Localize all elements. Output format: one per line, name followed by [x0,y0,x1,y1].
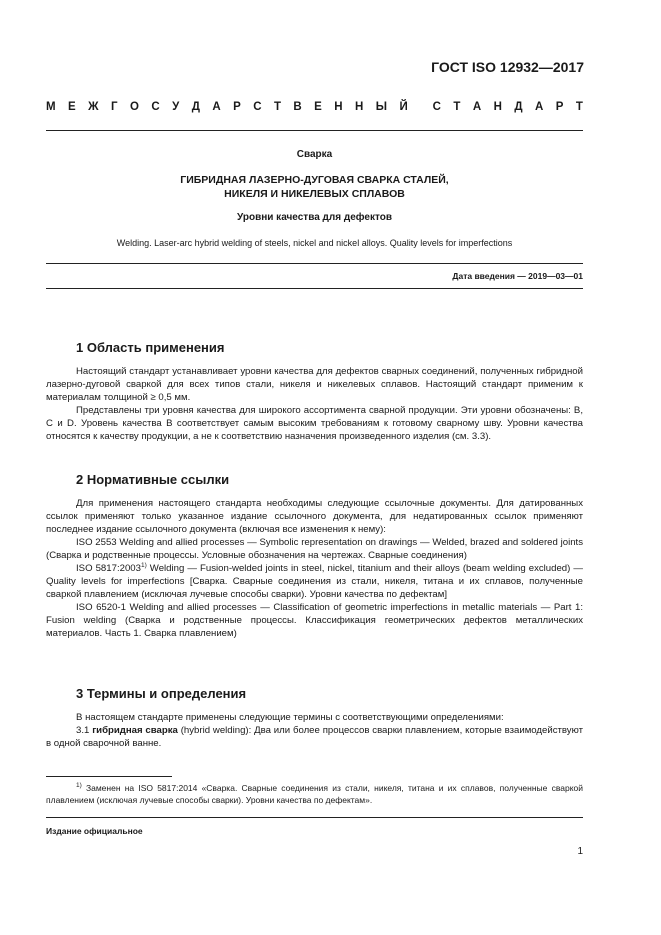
banner-letter: Ы [375,101,388,113]
banner-letter: Е [314,101,322,113]
banner-letter: Н [493,101,502,113]
title-line-1: ГИБРИДНАЯ ЛАЗЕРНО-ДУГОВАЯ СВАРКА СТАЛЕЙ, [180,174,449,186]
banner-letter: Д [191,101,200,113]
paragraph: Для применения настоящего стандарта необходимы следующие ссылочные документы. Для датированных ссылок применяют только указанное издание ссылочного документа, для недатированных ссылок применяют последнее издание ссылочного документа (включая все изменения к нему): [46,498,583,535]
banner-letter: У [172,101,180,113]
title-line-2: НИКЕЛЯ И НИКЕЛЕВЫХ СПЛАВОВ [224,188,405,200]
banner-letter: Й [399,101,408,113]
banner-letter: В [293,101,302,113]
section-1-body [46,365,583,443]
section-2-heading: 2 Нормативные ссылки [76,472,230,487]
footnote [46,782,583,806]
paragraph: В настоящем стандарте применены следующие термины с соответствующими определениями: [76,712,504,723]
banner-letter: Д [514,101,523,113]
banner-letter: Р [233,101,241,113]
footer-rule [46,817,583,818]
standard-group: Сварка [296,149,333,160]
banner-letter: Т [273,101,281,113]
banner-letter: А [534,101,544,113]
footnote-mark: 1) [76,782,82,790]
english-title: Welding. Laser-arc hybrid welding of steels, nickel and nickel alloys. Quality levels for imperfections [116,238,513,248]
banner-letter: С [253,101,262,113]
term-definition: (hybrid welding): Два или более процессов сварки плавлением, которые взаимодействуют в одной сварочной ванне. [46,725,583,749]
section-1-heading: 1 Область применения [76,340,225,355]
banner-letter: Т [575,101,583,113]
banner-letter: А [212,101,221,113]
term-3-1 [46,724,583,750]
term-number: 3.1 [76,725,93,736]
banner-letter: Е [68,101,76,113]
interstate-standard-banner [46,101,583,113]
header-rule [46,130,583,131]
ref-code: ISO 5817:2003 [76,563,141,574]
official-edition: Издание официальное [46,826,143,836]
banner-letter: Н [334,101,343,113]
date-rule [46,288,583,289]
title-rule [46,263,583,264]
banner-letter: Н [355,101,364,113]
reference-iso-5817 [46,562,583,601]
section-3-body [46,711,583,750]
reference-iso-6520-1: ISO 6520-1 Welding and allied processes — Classification of geometric imperfections in metallic materials — Part 1: Fusion welding (Сварка и родственные процессы. Классификация геометрических дефектов металлических материалов. Часть 1. Сварка плавлением) [46,602,583,639]
footnote-marker[interactable]: 1) [140,561,147,569]
standard-title [46,173,583,201]
ref-text: Welding — Fusion-welded joints in steel, nickel, titanium and their alloys (beam welding excluded) — Quality levels for imperfections [Сварка. Сварные соединения из стали, никеля, титана и их сплавов, полученные сваркой плавлением (исключая лучевые способы сварки). Уровни качества по дефектам] [46,563,583,600]
banner-letter: Ж [88,101,99,113]
section-3-heading: 3 Термины и определения [76,686,247,701]
banner-letter: С [432,101,441,113]
footnote-text: Заменен на ISO 5817:2014 «Сварка. Сварные соединения из стали, никеля, титана и их сплавов, полученные сваркой плавлением (исключая лучевые способы сварки). Уровни качества по дефектам». [46,783,583,805]
banner-letter: Т [453,101,461,113]
page-number: 1 [577,846,583,857]
banner-letter: Р [555,101,564,113]
banner-letter: М [46,101,56,113]
introduction-date: Дата введения — 2019—03—01 [452,271,583,281]
standard-number: ГОСТ ISO 12932—2017 [431,59,584,75]
banner-letter: С [151,101,160,113]
paragraph: Представлены три уровня качества для широкого ассортимента сварной продукции. Эти уровни обозначены: B, C и D. Уровень качества B соответствует самым высоким требованиям к готовому сварному шву. Уровни качества относятся к качеству продукции, а не к соответствию назначения произведенного изделия (см. 3.3). [46,405,583,442]
term-name: гибридная сварка [92,725,178,736]
footnote-rule [46,776,172,777]
banner-letter: Г [110,101,118,113]
reference-iso-2553: ISO 2553 Welding and allied processes — Symbolic representation on drawings — Welded, brazed and soldered joints (Сварка и родственные процессы. Условные обозначения на чертежах. Сварные соединения) [46,537,583,561]
banner-letter: О [129,101,139,113]
standard-subtitle: Уровни качества для дефектов [237,212,392,223]
section-2-body [46,497,583,640]
banner-letter: А [472,101,482,113]
paragraph: Настоящий стандарт устанавливает уровни качества для дефектов сварных соединений, полученных гибридной лазерно-дуговой сваркой для всех типов стали, никеля и никелевых сплавов. Настоящий стандарт применим к материалам толщиной ≥ 0,5 мм. [46,366,583,403]
